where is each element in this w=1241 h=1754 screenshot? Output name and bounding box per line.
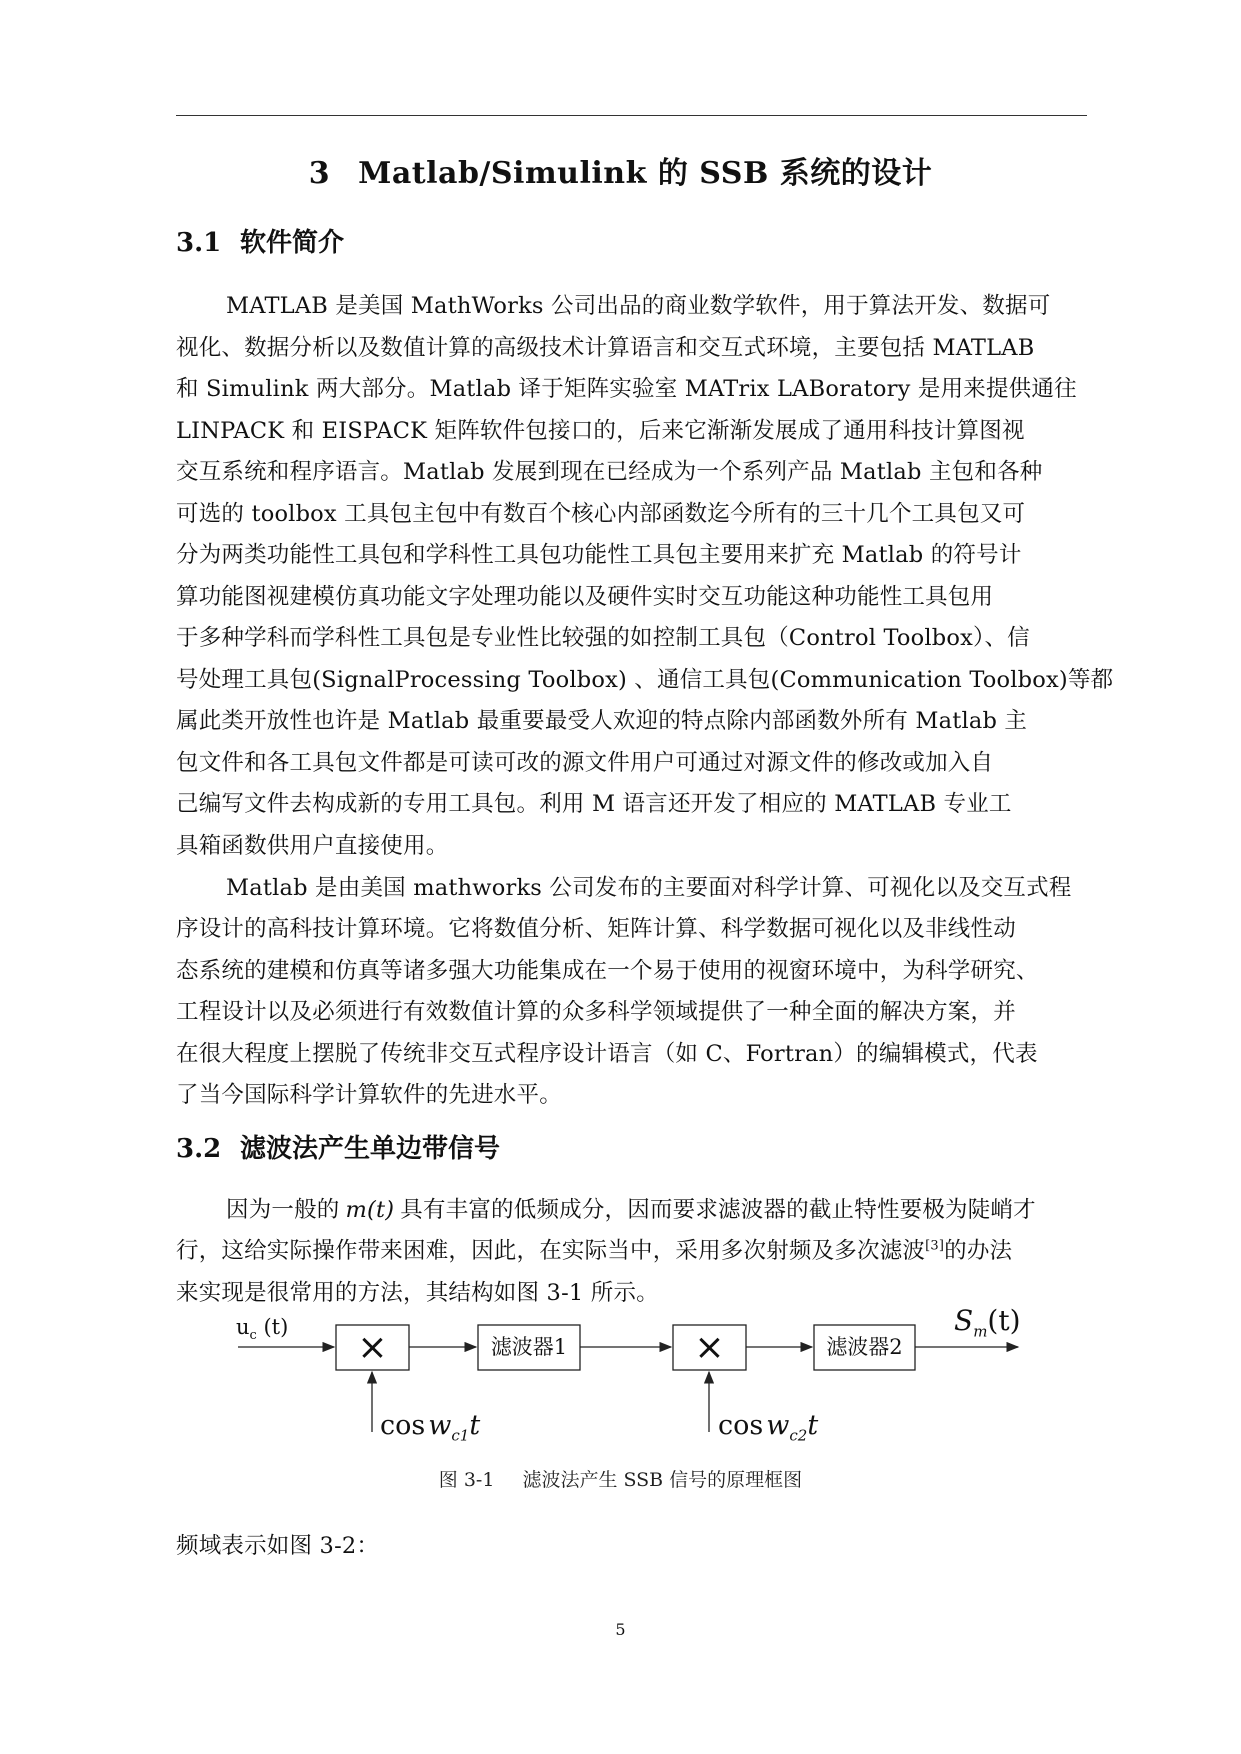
text-line: 交互系统和程序语言。Matlab 发展到现在已经成为一个系列产品 Matlab 主包和各种 <box>176 459 1043 485</box>
carrier-2-label <box>718 1410 818 1444</box>
section-title: 滤波法产生单边带信号 <box>240 1134 501 1164</box>
input-label <box>236 1315 288 1343</box>
carrier-1-cos: cos <box>380 1410 426 1441</box>
text-line: 可选的 toolbox 工具包主包中有数百个核心内部函数迄今所有的三十几个工具包又可 <box>176 501 1026 527</box>
text-line: 来实现是很常用的方法，其结构如图 3-1 所示。 <box>176 1280 659 1306</box>
text-line: MATLAB 是美国 MathWorks 公司出品的商业数学软件，用于算法开发、数据可 <box>226 293 1051 319</box>
text-line: 在很大程度上摆脱了传统非交互式程序设计语言（如 C、Fortran）的编辑模式，代表 <box>176 1041 1038 1067</box>
carrier-1-w: w <box>428 1410 452 1441</box>
input-label-arg: (t) <box>256 1315 289 1339</box>
citation-ref: [3] <box>925 1238 945 1254</box>
carrier-1-label <box>380 1410 480 1444</box>
text-line: 分为两类功能性工具包和学科性工具包功能性工具包主要用来扩充 Matlab 的符号计 <box>176 542 1022 568</box>
text-line: 工程设计以及必须进行有效数值计算的众多科学领域提供了一种全面的解决方案，并 <box>176 999 1016 1025</box>
filter-1-label: 滤波器1 <box>490 1335 568 1359</box>
carrier-2-t: t <box>807 1410 819 1441</box>
section-title: 软件简介 <box>240 228 345 258</box>
input-label-u: u <box>236 1315 250 1339</box>
text-line: Matlab 是由美国 mathworks 公司发布的主要面对科学计算、可视化以及交互式程 <box>226 875 1072 901</box>
figure-label: 图 3-1 <box>438 1469 495 1491</box>
carrier-1-t: t <box>469 1410 481 1441</box>
multiplier-2-symbol: × <box>694 1327 725 1368</box>
text-line: 算功能图视建模仿真功能文字处理功能以及硬件实时交互功能这种功能性工具包用 <box>176 584 994 610</box>
ssb-block-diagram <box>230 1304 1030 1460</box>
text-line: 序设计的高科技计算环境。它将数值分析、矩阵计算、科学数据可视化以及非线性动 <box>176 916 1016 942</box>
input-label-sub: c <box>249 1328 257 1344</box>
text-run: 因为一般的 <box>226 1197 340 1223</box>
text-line: 于多种学科而学科性工具包是专业性比较强的如控制工具包（Control Toolbox）、信 <box>176 625 1030 651</box>
output-label-s: S <box>954 1304 974 1337</box>
figure-caption <box>0 1465 1241 1492</box>
text-line: 包文件和各工具包文件都是可读可改的源文件用户可通过对源文件的修改或加入自 <box>176 750 994 776</box>
math-m-of-t: m(t) <box>345 1197 395 1223</box>
text-line: LINPACK 和 EISPACK 矩阵软件包接口的，后来它渐渐发展成了通用科技计算图视 <box>176 418 1025 444</box>
filter-2-label: 滤波器2 <box>826 1335 903 1359</box>
header-rule <box>176 115 1087 116</box>
text-line: 属此类开放性也许是 Matlab 最重要最受人欢迎的特点除内部函数外所有 Matlab 主 <box>176 708 1028 734</box>
chapter-title-text: Matlab/Simulink 的 SSB 系统的设计 <box>358 156 933 191</box>
chapter-number: 3 <box>308 156 331 191</box>
trailing-text-line: 频域表示如图 3-2： <box>176 1533 380 1559</box>
text-line <box>226 1192 1087 1224</box>
text-run: 具有丰富的低频成分，因而要求滤波器的截止特性要极为陡峭才 <box>400 1197 1036 1223</box>
text-line: 和 Simulink 两大部分。Matlab 译于矩阵实验室 MATrix LABoratory 是用来提供通往 <box>176 376 1077 402</box>
text-line: 己编写文件去构成新的专用工具包。利用 M 语言还开发了相应的 MATLAB 专业工 <box>176 791 1012 817</box>
text-line: 视化、数据分析以及数值计算的高级技术计算语言和交互式环境，主要包括 MATLAB <box>176 335 1035 361</box>
text-line <box>176 1233 1087 1265</box>
section-number: 3.1 <box>176 228 222 258</box>
chapter-title <box>0 148 1241 192</box>
section-heading-3-2 <box>176 1128 500 1165</box>
section-number: 3.2 <box>176 1134 222 1164</box>
multiplier-1-symbol: × <box>357 1327 388 1368</box>
text-line: 号处理工具包(SignalProcessing Toolbox) 、通信工具包(Communication Toolbox)等都 <box>176 667 1114 693</box>
text-run: 行，这给实际操作带来困难，因此，在实际当中，采用多次射频及多次滤波 <box>176 1238 926 1264</box>
output-label-arg: (t) <box>987 1304 1021 1337</box>
text-run: 的办法 <box>944 1238 1013 1264</box>
carrier-1-sub: c1 <box>451 1426 470 1445</box>
section-heading-3-1 <box>176 222 344 259</box>
text-line: 态系统的建模和仿真等诸多强大功能集成在一个易于使用的视窗环境中，为科学研究、 <box>176 958 1039 984</box>
text-line: 了当今国际科学计算软件的先进水平。 <box>176 1082 562 1108</box>
carrier-2-cos: cos <box>718 1410 764 1441</box>
figure-caption-text: 滤波法产生 SSB 信号的原理框图 <box>522 1469 803 1491</box>
output-label <box>954 1304 1021 1341</box>
carrier-2-w: w <box>766 1410 790 1441</box>
text-line: 具箱函数供用户直接使用。 <box>176 833 449 859</box>
output-label-sub: m <box>973 1322 988 1341</box>
carrier-2-sub: c2 <box>789 1426 808 1445</box>
page-number: 5 <box>615 1620 626 1639</box>
